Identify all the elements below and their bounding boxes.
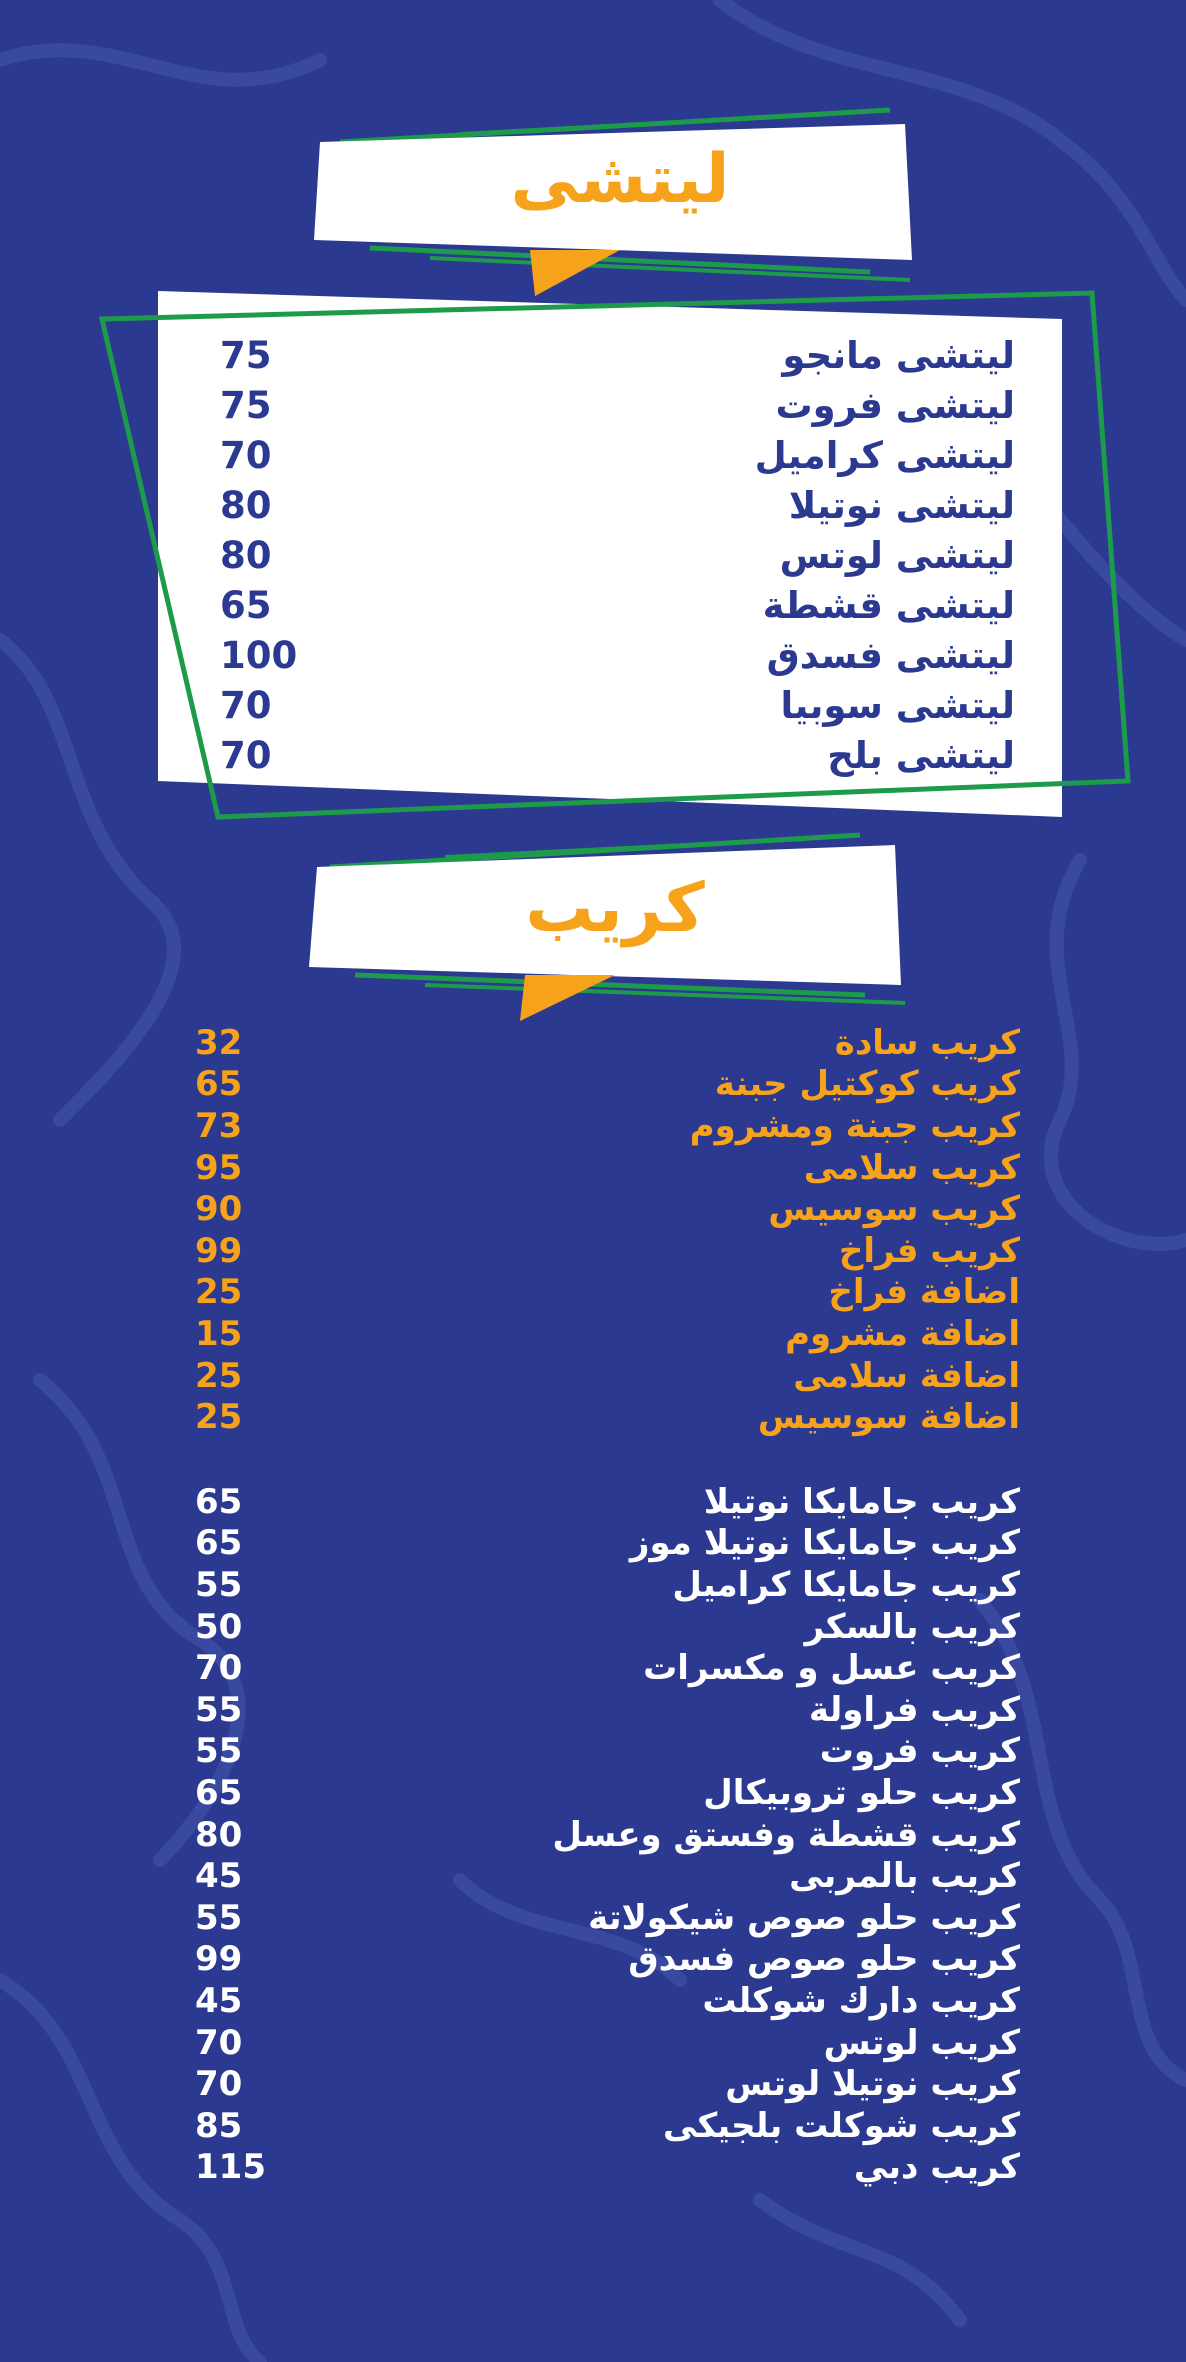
item-price: 99 — [195, 1230, 243, 1271]
item-name: كريب عسل و مكسرات — [643, 1648, 1020, 1689]
crepe-savory-menu-item — [195, 1022, 1020, 1064]
item-name: كريب حلو صوص فسدق — [628, 1939, 1020, 1980]
crepe-sweet-menu-item — [195, 1564, 1020, 1606]
item-name: كريب قشطة وفستق وعسل — [552, 1814, 1020, 1855]
crepe-sweet-menu-item — [195, 2105, 1020, 2147]
crepe-savory-menu-item — [195, 1230, 1020, 1272]
item-price: 70 — [220, 433, 272, 477]
item-price: 115 — [195, 2147, 266, 2188]
item-price: 70 — [195, 1648, 243, 1689]
crepe-sweet-menu-item — [195, 1689, 1020, 1731]
item-name: كريب جامايكا نوتيلا موز — [629, 1523, 1020, 1564]
lychee-menu-item — [220, 380, 1015, 430]
lychee-item-list — [220, 330, 1015, 780]
item-name: كريب كوكتيل جبنة — [714, 1064, 1020, 1105]
item-name: كريب فراخ — [838, 1230, 1020, 1271]
item-price: 85 — [195, 2105, 243, 2146]
item-name: ليتشى كراميل — [754, 433, 1015, 477]
crepe-sweet-list — [195, 1481, 1020, 2188]
item-price: 80 — [220, 483, 272, 527]
item-price: 70 — [195, 2064, 243, 2105]
item-price: 70 — [195, 2022, 243, 2063]
crepe-savory-menu-item — [195, 1064, 1020, 1106]
item-name: ليتشى مانجو — [782, 333, 1015, 377]
crepe-savory-menu-item — [195, 1105, 1020, 1147]
item-price: 45 — [195, 1856, 243, 1897]
crepe-savory-list — [195, 1022, 1020, 1438]
item-price: 100 — [220, 633, 298, 677]
item-name: كريب حلو صوص شيكولاتة — [588, 1897, 1020, 1938]
lychee-banner — [310, 100, 930, 300]
crepe-savory-menu-item — [195, 1188, 1020, 1230]
item-name: كريب سوسيس — [768, 1189, 1020, 1230]
item-price: 55 — [195, 1564, 243, 1605]
crepe-sweet-menu-item — [195, 2063, 1020, 2105]
item-price: 80 — [220, 533, 272, 577]
item-price: 50 — [195, 1606, 243, 1647]
item-name: اضافة فراخ — [828, 1272, 1020, 1313]
crepe-sweet-menu-item — [195, 1772, 1020, 1814]
item-name: كريب سلامى — [803, 1147, 1020, 1188]
item-name: ليتشى بلح — [827, 733, 1015, 777]
lychee-menu-item — [220, 580, 1015, 630]
item-price: 65 — [220, 583, 272, 627]
crepe-sweet-menu-item — [195, 1980, 1020, 2022]
item-name: ليتشى قشطة — [762, 583, 1015, 627]
item-name: ليتشى نوتيلا — [788, 483, 1015, 527]
item-price: 80 — [195, 1814, 243, 1855]
item-price: 25 — [195, 1355, 243, 1396]
item-price: 70 — [220, 683, 272, 727]
item-name: كريب حلو تروبيكال — [703, 1772, 1020, 1813]
item-name: كريب بالمربى — [789, 1856, 1020, 1897]
item-price: 65 — [195, 1772, 243, 1813]
item-price: 55 — [195, 1689, 243, 1730]
item-price: 65 — [195, 1064, 243, 1105]
crepe-savory-menu-item — [195, 1313, 1020, 1355]
item-name: كريب سادة — [834, 1022, 1020, 1063]
crepe-sweet-menu-item — [195, 1897, 1020, 1939]
crepe-sweet-menu-item — [195, 1855, 1020, 1897]
item-price: 70 — [220, 733, 272, 777]
item-price: 75 — [220, 333, 272, 377]
lychee-menu-item — [220, 630, 1015, 680]
item-name: اضافة سلامى — [793, 1355, 1020, 1396]
lychee-title: ليتشى — [510, 140, 730, 219]
item-price: 25 — [195, 1397, 243, 1438]
item-price: 90 — [195, 1189, 243, 1230]
item-name: كريب فروت — [819, 1731, 1020, 1772]
lychee-menu-item — [220, 530, 1015, 580]
crepe-sweet-menu-item — [195, 1814, 1020, 1856]
crepe-sweet-menu-item — [195, 1731, 1020, 1773]
item-price: 75 — [220, 383, 272, 427]
item-name: كريب لوتس — [823, 2022, 1020, 2063]
item-price: 45 — [195, 1980, 243, 2021]
item-name: كريب شوكلت بلجيكى — [663, 2105, 1020, 2146]
crepe-savory-menu-item — [195, 1147, 1020, 1189]
crepe-title: كريب — [525, 869, 705, 948]
item-name: كريب جبنة ومشروم — [689, 1105, 1020, 1146]
lychee-menu-item — [220, 330, 1015, 380]
crepe-savory-menu-item — [195, 1355, 1020, 1397]
crepe-sweet-menu-item — [195, 1939, 1020, 1981]
item-name: كريب دبي — [853, 2147, 1020, 2188]
item-name: كريب نوتيلا لوتس — [725, 2064, 1020, 2105]
crepe-sweet-menu-item — [195, 1606, 1020, 1648]
lychee-menu-item — [220, 430, 1015, 480]
crepe-banner — [305, 825, 925, 1025]
item-price: 55 — [195, 1731, 243, 1772]
lychee-menu-item — [220, 480, 1015, 530]
crepe-sweet-menu-item — [195, 2022, 1020, 2064]
item-name: ليتشى لوتس — [779, 533, 1015, 577]
item-price: 25 — [195, 1272, 243, 1313]
item-price: 15 — [195, 1313, 243, 1354]
crepe-sweet-menu-item — [195, 1523, 1020, 1565]
crepe-sweet-menu-item — [195, 2147, 1020, 2189]
item-price: 32 — [195, 1022, 243, 1063]
item-name: اضافة سوسيس — [757, 1397, 1020, 1438]
crepe-savory-menu-item — [195, 1272, 1020, 1314]
item-name: اضافة مشروم — [785, 1313, 1020, 1354]
crepe-sweet-menu-item — [195, 1481, 1020, 1523]
item-price: 65 — [195, 1481, 243, 1522]
item-price: 73 — [195, 1105, 243, 1146]
crepe-savory-menu-item — [195, 1396, 1020, 1438]
item-name: كريب فراولة — [808, 1689, 1020, 1730]
item-name: كريب جامايكا كراميل — [672, 1564, 1020, 1605]
item-name: ليتشى سوبيا — [780, 683, 1015, 727]
item-name: ليتشى فسدق — [766, 633, 1015, 677]
item-price: 95 — [195, 1147, 243, 1188]
item-name: ليتشى فروت — [775, 383, 1015, 427]
lychee-menu-item — [220, 680, 1015, 730]
crepe-sweet-menu-item — [195, 1647, 1020, 1689]
item-price: 55 — [195, 1897, 243, 1938]
item-name: كريب بالسكر — [804, 1606, 1020, 1647]
item-name: كريب جامايكا نوتيلا — [703, 1481, 1020, 1522]
lychee-menu-item — [220, 730, 1015, 780]
item-price: 99 — [195, 1939, 243, 1980]
item-price: 65 — [195, 1523, 243, 1564]
item-name: كريب دارك شوكلت — [702, 1980, 1020, 2021]
